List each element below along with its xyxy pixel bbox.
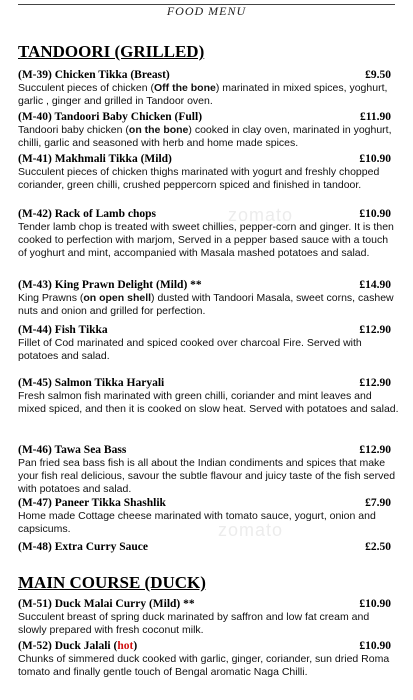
menu-item-price: £14.90	[359, 279, 391, 291]
description-text: Pan fried sea bass fish is all about the Indian condiments and spices that make your fish real delicious, savour the subtle flavour and juicy taste of the fish served with potatoes and salad.	[18, 457, 396, 495]
menu-item-header	[18, 541, 391, 553]
menu-item-name: (M-39) Chicken Tikka (Breast)	[18, 69, 170, 81]
menu-item-description	[18, 124, 399, 150]
menu-item-name: (M-40) Tandoori Baby Chicken (Full)	[18, 111, 203, 123]
description-emphasis: on open shell	[83, 292, 152, 304]
menu-item-name: (M-43) King Prawn Delight (Mild) **	[18, 279, 202, 291]
menu-item-name: (M-45) Salmon Tikka Haryali	[18, 377, 165, 389]
menu-item-description	[18, 292, 399, 318]
menu-item-header	[18, 69, 391, 81]
menu-item-header	[18, 324, 391, 336]
menu-item-price: £7.90	[365, 497, 391, 509]
menu-item-price: £9.50	[365, 69, 391, 81]
description-text: Fresh salmon fish marinated with green chilli, coriander and mint leaves and mixed spiced, and then it is cooked on slow heat. Served with potatoes and salad.	[18, 390, 399, 415]
description-text: Home made Cottage cheese marinated with tomato sauce, yogurt, onion and capsicums.	[18, 510, 376, 535]
menu-item-price: £10.90	[359, 640, 391, 652]
menu-item-name: (M-47) Paneer Tikka Shashlik	[18, 497, 166, 509]
page-title: FOOD MENU	[166, 4, 247, 18]
menu-item-price: £12.90	[359, 324, 391, 336]
description-text: Tender lamb chop is treated with sweet chillies, pepper-corn and ginger. It is then cooked to perfection with marjom, Served in a pepper based sauce with a touch of yoghurt and mint, accompanied with Masala mashed potatoes and salad.	[18, 221, 394, 259]
menu-item-header	[18, 279, 391, 291]
description-text: ) marinated in mixed spices, yoghurt, garlic , ginger and grilled in Tandoor oven.	[18, 82, 388, 107]
menu-item-description	[18, 337, 399, 363]
menu-item-header	[18, 598, 391, 610]
description-text: Fillet of Cod marinated and spiced cooked over charcoal Fire. Served with potatoes and salad.	[18, 337, 362, 362]
spice-level-label: hot	[117, 640, 134, 652]
description-text: ) dusted with Tandoori Masala, sweet corns, cashew nuts and onion and grilled for perfection.	[18, 292, 394, 317]
menu-item-name: (M-51) Duck Malai Curry (Mild) **	[18, 598, 195, 610]
menu-item-name: (M-46) Tawa Sea Bass	[18, 444, 127, 456]
description-text: Tandoori baby chicken (	[18, 124, 129, 136]
menu-item-price: £10.90	[359, 153, 391, 165]
section-title: TANDOORI (GRILLED)	[18, 42, 205, 61]
menu-item-price: £2.50	[365, 541, 391, 553]
menu-item-description	[18, 82, 399, 108]
menu-item-header	[18, 111, 391, 123]
menu-item-name: (M-52) Duck Jalali (hot)	[18, 640, 138, 652]
menu-item-description	[18, 390, 399, 416]
description-text: ) cooked in clay oven, marinated in yoghurt, chilli, garlic and seasoned with herb and home made spices.	[18, 124, 392, 149]
menu-item-name: (M-42) Rack of Lamb chops	[18, 208, 156, 220]
menu-item-description	[18, 611, 399, 637]
description-emphasis: Off the bone	[154, 82, 216, 94]
menu-item-price: £10.90	[359, 598, 391, 610]
menu-item-description	[18, 166, 399, 192]
description-emphasis: on the bone	[128, 124, 189, 136]
menu-item-price: £10.90	[359, 208, 391, 220]
description-text: Succulent pieces of chicken (	[18, 82, 154, 94]
section-title: MAIN COURSE (DUCK)	[18, 573, 206, 592]
menu-item-description	[18, 653, 399, 679]
watermark: zomato	[228, 205, 294, 225]
menu-item-price: £12.90	[359, 377, 391, 389]
menu-item-price: £11.90	[360, 111, 391, 123]
menu-item-header	[18, 377, 391, 389]
menu-item-header	[18, 497, 391, 509]
menu-item-header	[18, 208, 391, 220]
menu-item-name: (M-48) Extra Curry Sauce	[18, 541, 148, 553]
menu-item-description	[18, 510, 399, 536]
menu-item-header	[18, 640, 391, 652]
description-text: Succulent pieces of chicken thighs marinated with yogurt and freshly chopped coriander, green chilli, crushed peppercorn spiced and finished in tandoor.	[18, 166, 380, 191]
menu-item-header	[18, 444, 391, 456]
description-text: Succulent breast of spring duck marinated by saffron and low fat cream and slowly prepared with fresh coconut milk.	[18, 611, 370, 636]
menu-item-description	[18, 221, 399, 260]
menu-item-name: (M-44) Fish Tikka	[18, 324, 108, 336]
menu-item-header	[18, 153, 391, 165]
description-text: Chunks of simmered duck cooked with garlic, ginger, coriander, sun dried Roma tomato and finally gentle touch of Bengal aromatic Naga Chilli.	[18, 653, 390, 678]
description-text: King Prawns (	[18, 292, 84, 304]
watermark: zomato	[218, 520, 284, 540]
menu-item-name: (M-41) Makhmali Tikka (Mild)	[18, 153, 172, 165]
menu-item-price: £12.90	[359, 444, 391, 456]
menu-item-description	[18, 457, 399, 496]
